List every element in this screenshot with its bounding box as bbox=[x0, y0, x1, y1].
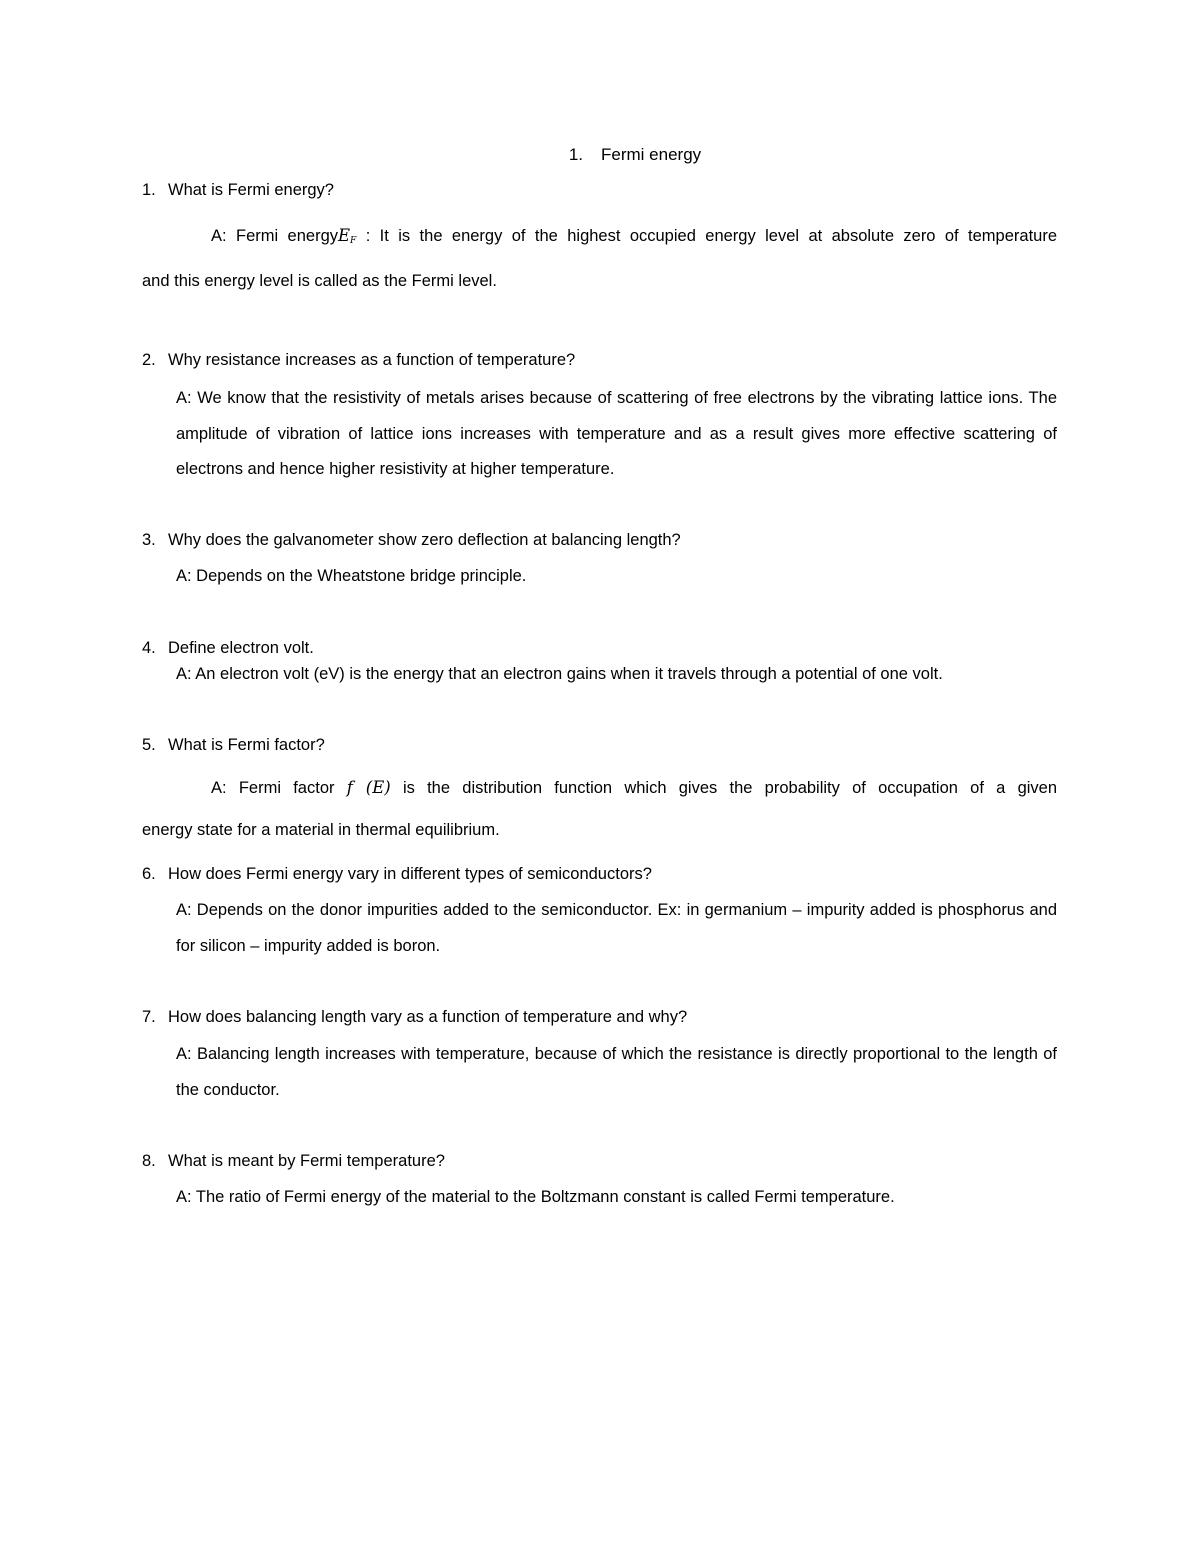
answer-7: A: Balancing length increases with temperature, because of which the resistance is directly proportional to the length of the conductor. bbox=[176, 1045, 1057, 1099]
question-1 bbox=[142, 181, 334, 200]
question-7 bbox=[142, 1008, 687, 1027]
answer-prefix: A: Fermi energy bbox=[211, 227, 338, 245]
answer-1-line-1 bbox=[211, 226, 1057, 246]
question-6 bbox=[142, 865, 652, 884]
answer-6: A: Depends on the donor impurities added to the semiconductor. Ex: in germanium – impurity added is phosphorus and for silicon – impurity added is boron. bbox=[176, 901, 1057, 955]
section-heading bbox=[0, 145, 1200, 165]
answer-2: A: We know that the resistivity of metals arises because of scattering of free electrons by the vibrating lattice ions. The amplitude of vibration of lattice ions increases with temperature and as a result gives more effective scattering of electrons and hence higher resistivity at higher temperature. bbox=[176, 389, 1057, 478]
answer-3: A: Depends on the Wheatstone bridge principle. bbox=[176, 567, 527, 585]
fermi-factor-symbol: f (E) bbox=[346, 778, 391, 797]
question-number: 7. bbox=[142, 1008, 156, 1026]
answer-text: is the distribution function which gives the probability of occupation of a given bbox=[402, 779, 1058, 797]
question-text: What is Fermi energy? bbox=[168, 181, 334, 199]
question-text: Why resistance increases as a function of temperature? bbox=[168, 351, 576, 369]
answer-5-line-1 bbox=[211, 778, 1057, 798]
answer-text: : It is the energy of the highest occupied energy level at absolute zero of temperature bbox=[365, 227, 1057, 245]
question-text: Why does the galvanometer show zero deflection at balancing length? bbox=[168, 531, 681, 549]
question-text: What is meant by Fermi temperature? bbox=[168, 1152, 445, 1170]
question-number: 4. bbox=[142, 639, 156, 657]
answer-1-line-2: and this energy level is called as the Fermi level. bbox=[142, 272, 497, 290]
question-text: How does Fermi energy vary in different types of semiconductors? bbox=[168, 865, 652, 883]
question-text: Define electron volt. bbox=[168, 639, 314, 657]
question-text: What is Fermi factor? bbox=[168, 736, 325, 754]
question-text: How does balancing length vary as a function of temperature and why? bbox=[168, 1008, 688, 1026]
question-8 bbox=[142, 1152, 445, 1171]
answer-5-line-2: energy state for a material in thermal equilibrium. bbox=[142, 821, 500, 839]
question-5 bbox=[142, 736, 325, 755]
answer-4: A: An electron volt (eV) is the energy that an electron gains when it travels through a potential of one volt. bbox=[176, 665, 943, 683]
question-4 bbox=[142, 639, 314, 658]
question-number: 3. bbox=[142, 531, 156, 549]
question-number: 6. bbox=[142, 865, 156, 883]
fermi-energy-symbol: $E_F$ bbox=[338, 226, 357, 246]
answer-prefix: A: Fermi factor bbox=[211, 779, 335, 797]
section-title: Fermi energy bbox=[601, 145, 702, 164]
question-number: 8. bbox=[142, 1152, 156, 1170]
question-number: 5. bbox=[142, 736, 156, 754]
answer-8: A: The ratio of Fermi energy of the material to the Boltzmann constant is called Fermi temperature. bbox=[176, 1188, 895, 1206]
question-number: 1. bbox=[142, 181, 156, 199]
section-number: 1. bbox=[568, 145, 584, 164]
question-number: 2. bbox=[142, 351, 156, 369]
question-3 bbox=[142, 531, 681, 550]
question-2 bbox=[142, 351, 575, 370]
